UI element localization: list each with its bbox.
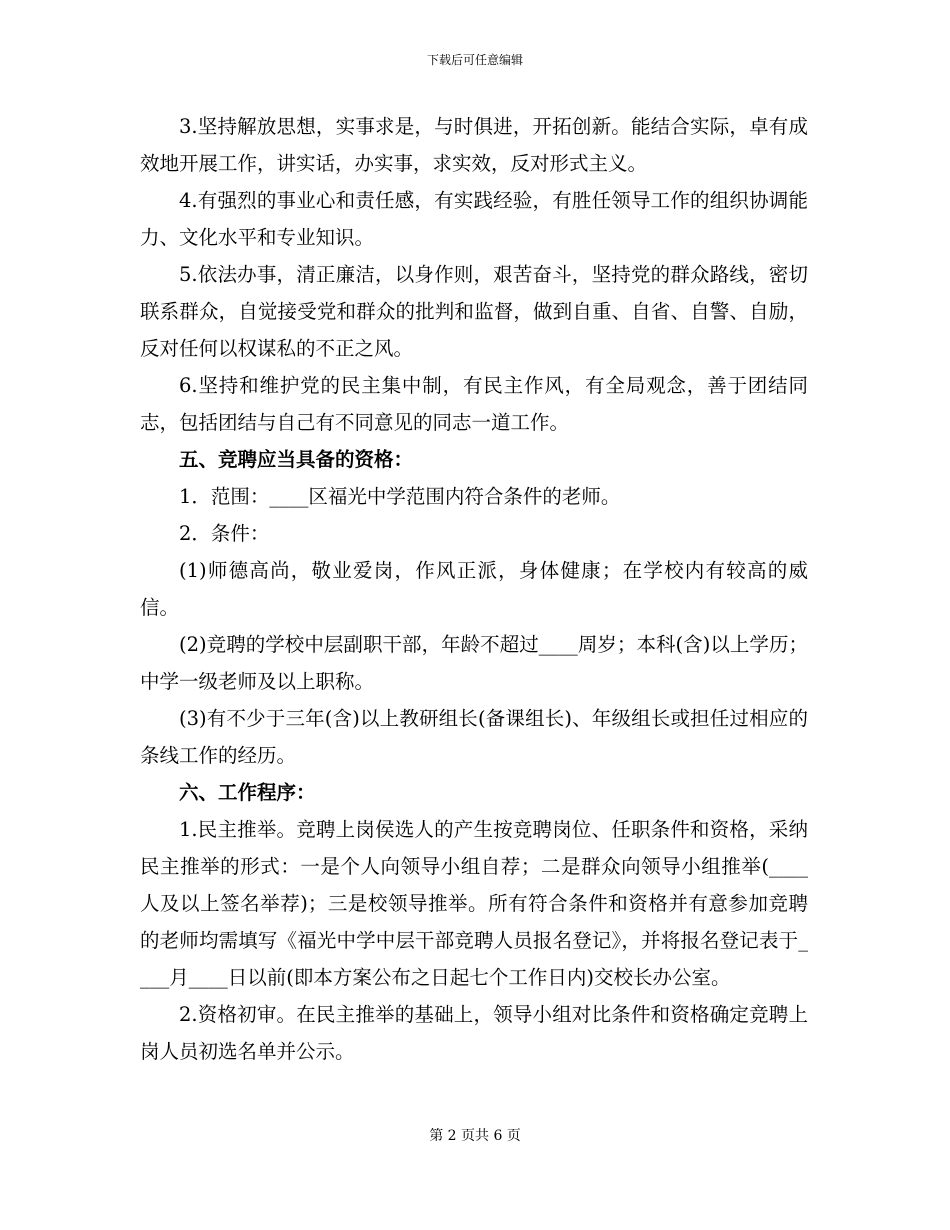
paragraph-conditions: 2．条件： xyxy=(179,522,270,545)
paragraph-item-4: 4.有强烈的事业心和责任感，有实践经验，有胜任领导工作的组织协调能力、文化水平和专业知识。 xyxy=(140,189,808,249)
paragraph-item-6: 6.坚持和维护党的民主集中制，有民主作风，有全局观念，善于团结同志，包括团结与自己有不同意见的同志一道工作。 xyxy=(140,374,808,434)
paragraph-condition-1: (1)师德高尚，敬业爱岗，作风正派，身体健康；在学校内有较高的威信。 xyxy=(140,559,808,619)
paragraph-scope: 1．范围：____区福光中学范围内符合条件的老师。 xyxy=(179,485,621,508)
section-heading-qualifications: 五、竞聘应当具备的资格： xyxy=(179,448,414,471)
section-heading-procedure: 六、工作程序： xyxy=(179,781,316,804)
page-header: 下载后可任意编辑 xyxy=(426,53,523,67)
document-body xyxy=(140,108,808,1070)
paragraph-item-5: 5.依法办事，清正廉洁，以身作则，艰苦奋斗，坚持党的群众路线，密切联系群众，自觉接受党和群众的批判和监督，做到自重、自省、自警、自励，反对任何以权谋私的不正之风。 xyxy=(140,263,808,360)
paragraph-procedure-1: 1.民主推举。竞聘上岗侯选人的产生按竞聘岗位、任职条件和资格，采纳民主推举的形式：一是个人向领导小组自荐；二是群众向领导小组推举(____人及以上签名举荐)；三是校领导推举。所有符合条件和资格并有意参加竞聘的老师均需填写《福光中学中层干部竞聘人员报名登记》，并将报名登记表于____月____日以前(即本方案公布之日起七个工作日内)交校长办公室。 xyxy=(140,818,808,989)
paragraph-item-3: 3.坚持解放思想，实事求是，与时俱进，开拓创新。能结合实际，卓有成效地开展工作，讲实话，办实事，求实效，反对形式主义。 xyxy=(140,115,808,175)
paragraph-condition-3: (3)有不少于三年(含)以上教研组长(备课组长)、年级组长或担任过相应的条线工作的经历。 xyxy=(140,707,808,767)
paragraph-condition-2: (2)竞聘的学校中层副职干部，年龄不超过____周岁；本科(含)以上学历；中学一级老师及以上职称。 xyxy=(140,633,808,693)
paragraph-procedure-2: 2.资格初审。在民主推举的基础上，领导小组对比条件和资格确定竞聘上岗人员初选名单并公示。 xyxy=(140,1003,808,1063)
page-footer: 第 2 页共 6 页 xyxy=(429,1128,521,1144)
